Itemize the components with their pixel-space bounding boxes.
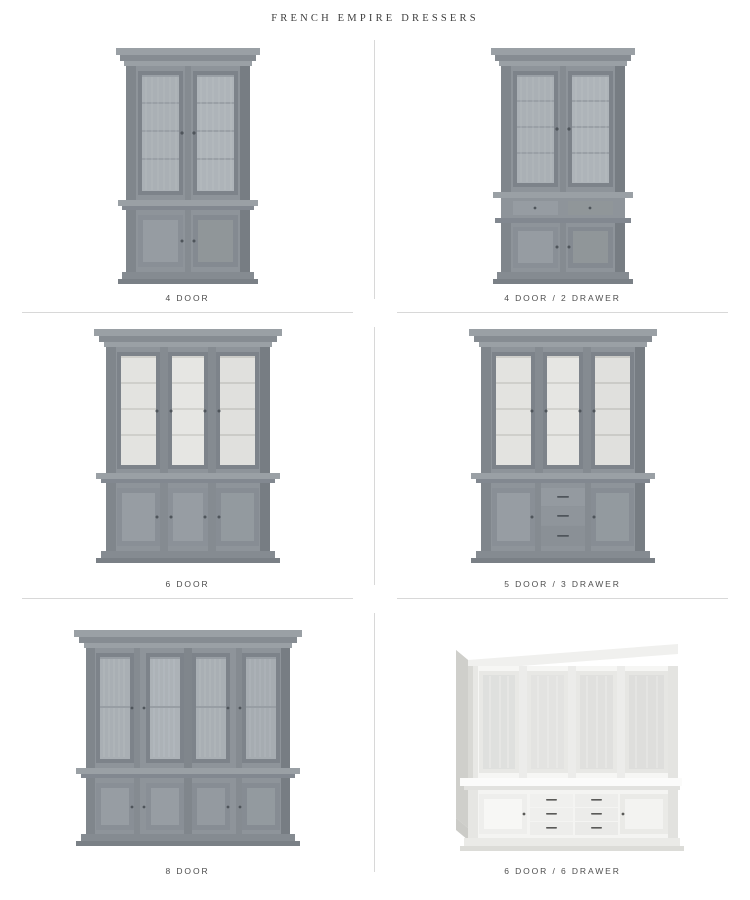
- dresser-illustration: [68, 618, 308, 858]
- dresser-illustration: [438, 618, 688, 858]
- dresser-gallery-grid: [0, 26, 750, 886]
- dresser-caption: 4 DOOR / 2 DRAWER: [504, 292, 621, 303]
- gallery-cell-4-door[interactable]: [0, 26, 375, 313]
- page-title: FRENCH EMPIRE DRESSERS: [271, 13, 479, 24]
- dresser-image-4-door-2-drawer: [375, 26, 750, 285]
- gallery-cell-8-door[interactable]: [0, 599, 375, 886]
- dresser-illustration: [483, 40, 643, 285]
- dresser-image-4-door: [0, 26, 375, 285]
- dresser-caption: 6 DOOR: [165, 579, 210, 590]
- dresser-illustration: [463, 321, 663, 571]
- dresser-caption: 4 DOOR: [165, 292, 210, 303]
- dresser-image-6-door: [0, 313, 375, 572]
- dresser-image-6-door-6-drawer: [375, 599, 750, 858]
- gallery-cell-6-door-6-drawer[interactable]: [375, 599, 750, 886]
- gallery-cell-6-door[interactable]: [0, 313, 375, 600]
- dresser-caption: 8 DOOR: [165, 865, 210, 876]
- gallery-cell-4-door-2-drawer[interactable]: [375, 26, 750, 313]
- dresser-image-5-door-3-drawer: [375, 313, 750, 572]
- dresser-illustration: [108, 40, 268, 285]
- dresser-illustration: [88, 321, 288, 571]
- dresser-caption: 6 DOOR / 6 DRAWER: [504, 865, 621, 876]
- gallery-cell-5-door-3-drawer[interactable]: [375, 313, 750, 600]
- dresser-image-8-door: [0, 599, 375, 858]
- dresser-caption: 5 DOOR / 3 DRAWER: [504, 579, 621, 590]
